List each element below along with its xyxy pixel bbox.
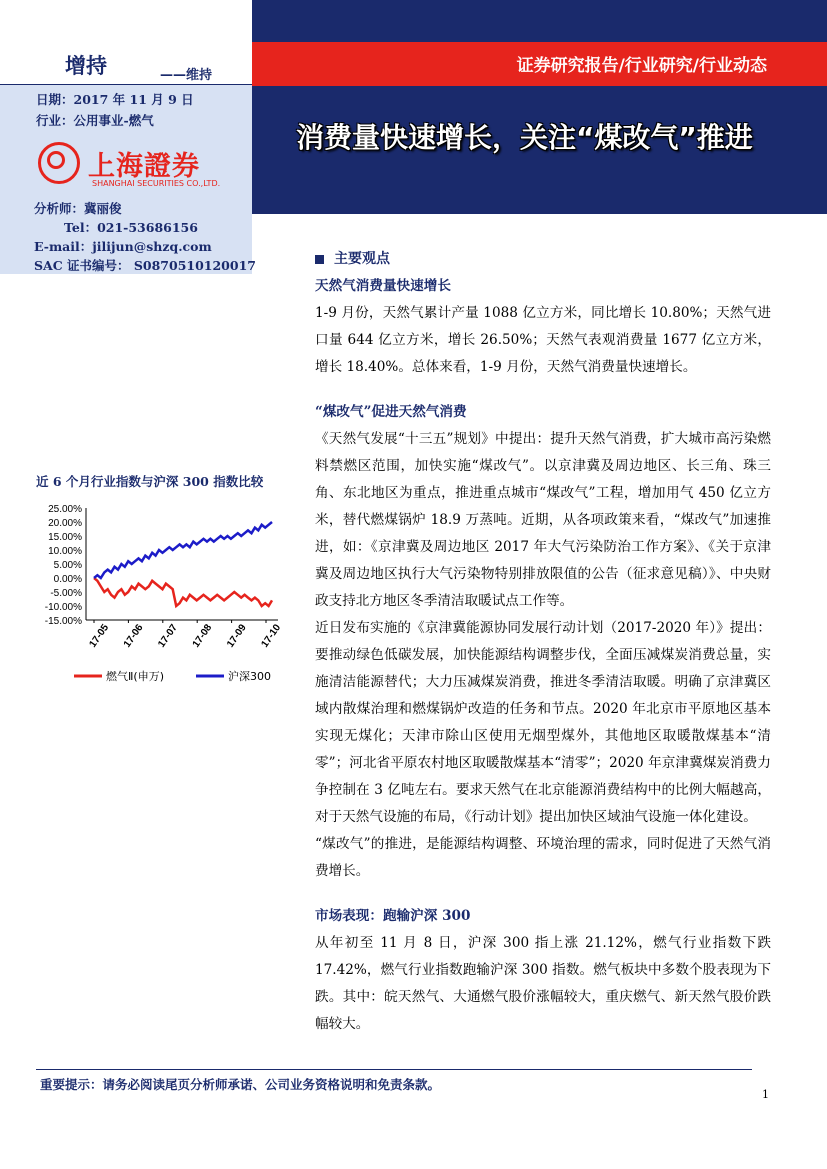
analyst-email: E-mail：jilijun@shzq.com — [34, 239, 212, 254]
footer-note: 重要提示：请务必阅读尾页分析师承诺、公司业务资格说明和免责条款。 — [40, 1077, 441, 1092]
section-title-text: 主要观点 — [334, 251, 390, 267]
s3-paragraph: 从年初至 11 月 8 日，沪深 300 指上涨 21.12%，燃气行业指数下跌 17.42%，燃气行业指数跑输沪深 300 指数。燃气板块中多数个股表现为下跌。其中：皖天然气、大通燃气股价涨幅较大，重庆燃气、新天然气股价跌幅较大。 — [315, 935, 771, 1032]
analyst-tel: Tel：021-53686156 — [64, 220, 198, 235]
header-navy-block — [252, 0, 827, 214]
y-tick-label: 10.00% — [48, 546, 82, 557]
index-comparison-chart — [10, 496, 290, 696]
y-tick-label: -15.00% — [44, 616, 82, 627]
logo-name-cn: 上海證券 — [88, 151, 200, 182]
s1-paragraph: 1-9 月份，天然气累计产量 1088 亿立方米，同比增长 10.80%；天然气进口量 644 亿立方米，增长 26.50%；天然气表观消费量 1677 亿立方米，增长 18.40%。总体来看，1-9 月份，天然气消费量快速增长。 — [315, 305, 771, 375]
main-content — [315, 246, 771, 1038]
s3-heading: 市场表现：跑输沪深 300 — [315, 908, 471, 924]
x-tick-label: 17-06 — [121, 622, 146, 650]
y-tick-label: -10.00% — [44, 602, 82, 613]
divider — [0, 84, 252, 85]
report-industry: 行业：公用事业-燃气 — [36, 113, 154, 128]
analyst-sac: SAC 证书编号： S0870510120017 — [34, 258, 256, 273]
y-tick-label: 0.00% — [53, 574, 82, 585]
report-title: 消费量快速增长，关注“煤改气”推进 — [296, 121, 753, 154]
legend-label-1: 沪深300 — [228, 670, 271, 683]
logo-name-en: SHANGHAI SECURITIES CO.,LTD. — [92, 179, 221, 188]
s1-heading: 天然气消费量快速增长 — [315, 278, 451, 294]
report-date: 日期：2017 年 11 月 9 日 — [36, 92, 194, 107]
logo-emblem-inner — [47, 151, 65, 169]
y-tick-label: -5.00% — [50, 588, 82, 599]
chart-title: 近 6 个月行业指数与沪深 300 指数比较 — [36, 474, 264, 489]
y-tick-label: 5.00% — [53, 560, 82, 571]
x-tick-label: 17-09 — [225, 622, 249, 650]
s2-paragraph-3: “煤改气”的推进，是能源结构调整、环境治理的需求，同时促进了天然气消费增长。 — [315, 836, 771, 879]
analyst-name: 分析师：冀丽俊 — [34, 201, 122, 216]
footer-divider — [36, 1069, 752, 1070]
x-tick-label: 17-08 — [190, 622, 215, 650]
series-line-0 — [94, 578, 272, 606]
s2-paragraph-1: 《天然气发展“十三五”规划》中提出：提升天然气消费，扩大城市高污染燃料禁燃区范围，加快实施“煤改气”。以京津冀及周边地区、长三角、珠三角、东北地区为重点，推进重点城市“煤改气”工程，增加用气 450 亿立方米，替代燃煤锅炉 18.9 万蒸吨。近期，从各项政策来看，“煤改气”加速推进，如：《京津冀及周边地区 2017 年大气污染防治工作方案》、《关于京津冀及周边地区执行大气污染物特别排放限值的公告（征求意见稿）》、中央财政支持北方地区冬季清洁取暖试点工作等。 — [315, 431, 771, 609]
report-type: 证券研究报告/行业研究/行业动态 — [516, 56, 767, 76]
square-bullet-icon — [315, 255, 324, 264]
rating: 增持 — [65, 54, 107, 78]
x-tick-label: 17-05 — [87, 622, 112, 650]
rating-change: ——维持 — [160, 68, 213, 83]
page-number: 1 — [762, 1088, 769, 1101]
s2-paragraph-2: 近日发布实施的《京津冀能源协同发展行动计划（2017-2020 年）》提出：要推动绿色低碳发展，加快能源结构调整步伐，全面压减煤炭消费总量，实施清洁能源替代；大力压减煤炭消费，推进冬季清洁取暖。明确了京津冀区域内散煤治理和燃煤锅炉改造的任务和节点。2020 年北京市平原地区基本实现无煤化；天津市除山区使用无烟型煤外，其他地区取暖散煤基本“清零”；河北省平原农村地区取暖散煤基本“清零”；2020 年京津冀煤炭消费力争控制在 3 亿吨左右。要求天然气在北京能源消费结构中的比例大幅越高，对于天然气设施的布局，《行动计划》提出加快区域油气设施一体化建设。 — [315, 620, 771, 825]
y-tick-label: 15.00% — [48, 532, 82, 543]
x-tick-label: 17-10 — [259, 622, 284, 650]
section-title — [315, 246, 771, 273]
y-tick-label: 25.00% — [48, 504, 82, 515]
series-line-1 — [94, 522, 272, 578]
s2-heading: “煤改气”促进天然气消费 — [315, 404, 467, 420]
x-tick-label: 17-07 — [156, 622, 180, 650]
y-tick-label: 20.00% — [48, 518, 82, 529]
company-logo — [38, 142, 238, 192]
legend-label-0: 燃气Ⅱ(申万) — [106, 670, 164, 683]
